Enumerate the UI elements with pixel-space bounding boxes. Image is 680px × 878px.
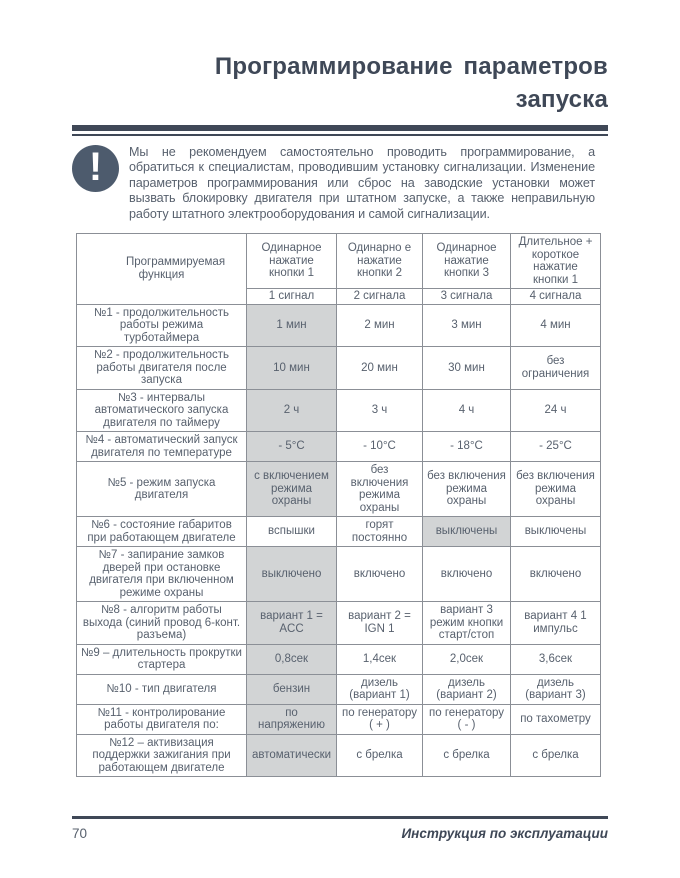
- table-row: [77, 644, 601, 674]
- title-rule-thin: [72, 134, 608, 136]
- option-cell: 20 мин: [337, 347, 423, 390]
- table-row: [77, 389, 601, 432]
- function-label-cell: №7 - запирание замков дверей при остановке двигателя при включенном режиме охраны: [77, 547, 247, 602]
- option-cell: дизель (вариант 1): [337, 674, 423, 704]
- option-cell: 3,6сек: [511, 644, 601, 674]
- title-rule-thick: [72, 125, 608, 131]
- header-row: [77, 234, 601, 289]
- option-cell: включено: [423, 547, 511, 602]
- function-column-header: Программируемая функция: [77, 234, 247, 305]
- option-cell: по напряжению: [247, 704, 337, 734]
- option-cell: 0,8сек: [247, 644, 337, 674]
- option-cell: 30 мин: [423, 347, 511, 390]
- footer-rule: [72, 816, 608, 819]
- option-cell: 2,0сек: [423, 644, 511, 674]
- programming-table: [76, 233, 601, 777]
- option-cell: без включения режима охраны: [337, 462, 423, 517]
- function-label-cell: №6 - состояние габаритов при работающем двигателе: [77, 517, 247, 547]
- option-cell: 1 мин: [247, 304, 337, 347]
- table-row: [77, 602, 601, 645]
- function-label-cell: №10 - тип двигателя: [77, 674, 247, 704]
- function-label-cell: №2 - продолжительность работы двигателя после запуска: [77, 347, 247, 390]
- option-cell: с включением режима охраны: [247, 462, 337, 517]
- warning-text: Мы не рекомендуем самостоятельно проводить программирование, а обратиться к специалистам, проводившим установку сигнализации. Изменение параметров программирования или сброс на заводские установки может вызвать блокировку двигателя при штатном запуске, а также неправильную работу штатного электрооборудования и самой сигнализации.: [129, 145, 595, 221]
- option-cell: по тахометру: [511, 704, 601, 734]
- option-cell: без включения режима охраны: [511, 462, 601, 517]
- signal-count-cell: 1 сигнал: [247, 289, 337, 305]
- function-label-cell: №12 – активизация поддержки зажигания при работающем двигателе: [77, 734, 247, 777]
- function-label-cell: №1 - продолжительность работы режима турботаймера: [77, 304, 247, 347]
- option-cell: включено: [511, 547, 601, 602]
- exclamation-icon: !: [72, 145, 119, 192]
- option-cell: 3 мин: [423, 304, 511, 347]
- option-cell: дизель (вариант 3): [511, 674, 601, 704]
- option-cell: выключено: [247, 547, 337, 602]
- option-cell: вспышки: [247, 517, 337, 547]
- function-label-cell: №8 - алгоритм работы выхода (синий провод 6-конт. разъема): [77, 602, 247, 645]
- option-cell: вариант 4 1 импульс: [511, 602, 601, 645]
- page-title: Программирование параметров запуска: [214, 53, 608, 113]
- column-header-cell: Одинарное нажатие кнопки 1: [247, 234, 337, 289]
- option-cell: горят постоянно: [337, 517, 423, 547]
- option-cell: без включения режима охраны: [423, 462, 511, 517]
- option-cell: - 5°C: [247, 432, 337, 462]
- table-row: [77, 674, 601, 704]
- option-cell: выключены: [511, 517, 601, 547]
- option-cell: вариант 1 = ACC: [247, 602, 337, 645]
- table-row: [77, 517, 601, 547]
- table-row: [77, 462, 601, 517]
- signal-count-cell: 4 сигнала: [511, 289, 601, 305]
- option-cell: 4 ч: [423, 389, 511, 432]
- option-cell: 10 мин: [247, 347, 337, 390]
- option-cell: дизель (вариант 2): [423, 674, 511, 704]
- option-cell: включено: [337, 547, 423, 602]
- option-cell: 4 мин: [511, 304, 601, 347]
- option-cell: - 25°C: [511, 432, 601, 462]
- signal-count-cell: 2 сигнала: [337, 289, 423, 305]
- page-footer: [72, 816, 608, 841]
- function-label-cell: №4 - автоматический запуск двигателя по температуре: [77, 432, 247, 462]
- function-label-cell: №5 - режим запуска двигателя: [77, 462, 247, 517]
- option-cell: 2 ч: [247, 389, 337, 432]
- option-cell: - 10°C: [337, 432, 423, 462]
- warning-note: [72, 145, 608, 222]
- column-header-cell: Одинарно е нажатие кнопки 2: [337, 234, 423, 289]
- option-cell: 2 мин: [337, 304, 423, 347]
- option-cell: вариант 3 режим кнопки старт/стоп: [423, 602, 511, 645]
- table-row: [77, 547, 601, 602]
- option-cell: по генератору ( + ): [337, 704, 423, 734]
- option-cell: 24 ч: [511, 389, 601, 432]
- option-cell: с брелка: [423, 734, 511, 777]
- option-cell: с брелка: [511, 734, 601, 777]
- option-cell: по генератору ( - ): [423, 704, 511, 734]
- option-cell: с брелка: [337, 734, 423, 777]
- option-cell: - 18°C: [423, 432, 511, 462]
- column-header-cell: Одинарное нажатие кнопки 3: [423, 234, 511, 289]
- function-label-cell: №9 – длительность прокрутки стартера: [77, 644, 247, 674]
- option-cell: без ограничения: [511, 347, 601, 390]
- function-label-cell: №3 - интервалы автоматического запуска двигателя по таймеру: [77, 389, 247, 432]
- table-row: [77, 704, 601, 734]
- column-header-cell: Длительное + короткое нажатие кнопки 1: [511, 234, 601, 289]
- option-cell: 3 ч: [337, 389, 423, 432]
- table-row: [77, 432, 601, 462]
- table-row: [77, 734, 601, 777]
- signal-count-cell: 3 сигнала: [423, 289, 511, 305]
- manual-title: Инструкция по эксплуатации: [401, 826, 608, 841]
- option-cell: автоматически: [247, 734, 337, 777]
- option-cell: вариант 2 = IGN 1: [337, 602, 423, 645]
- table-row: [77, 347, 601, 390]
- option-cell: бензин: [247, 674, 337, 704]
- option-cell: выключены: [423, 517, 511, 547]
- page-number: 70: [72, 826, 88, 841]
- function-label-cell: №11 - контролирование работы двигателя по:: [77, 704, 247, 734]
- table-row: [77, 304, 601, 347]
- option-cell: 1,4сек: [337, 644, 423, 674]
